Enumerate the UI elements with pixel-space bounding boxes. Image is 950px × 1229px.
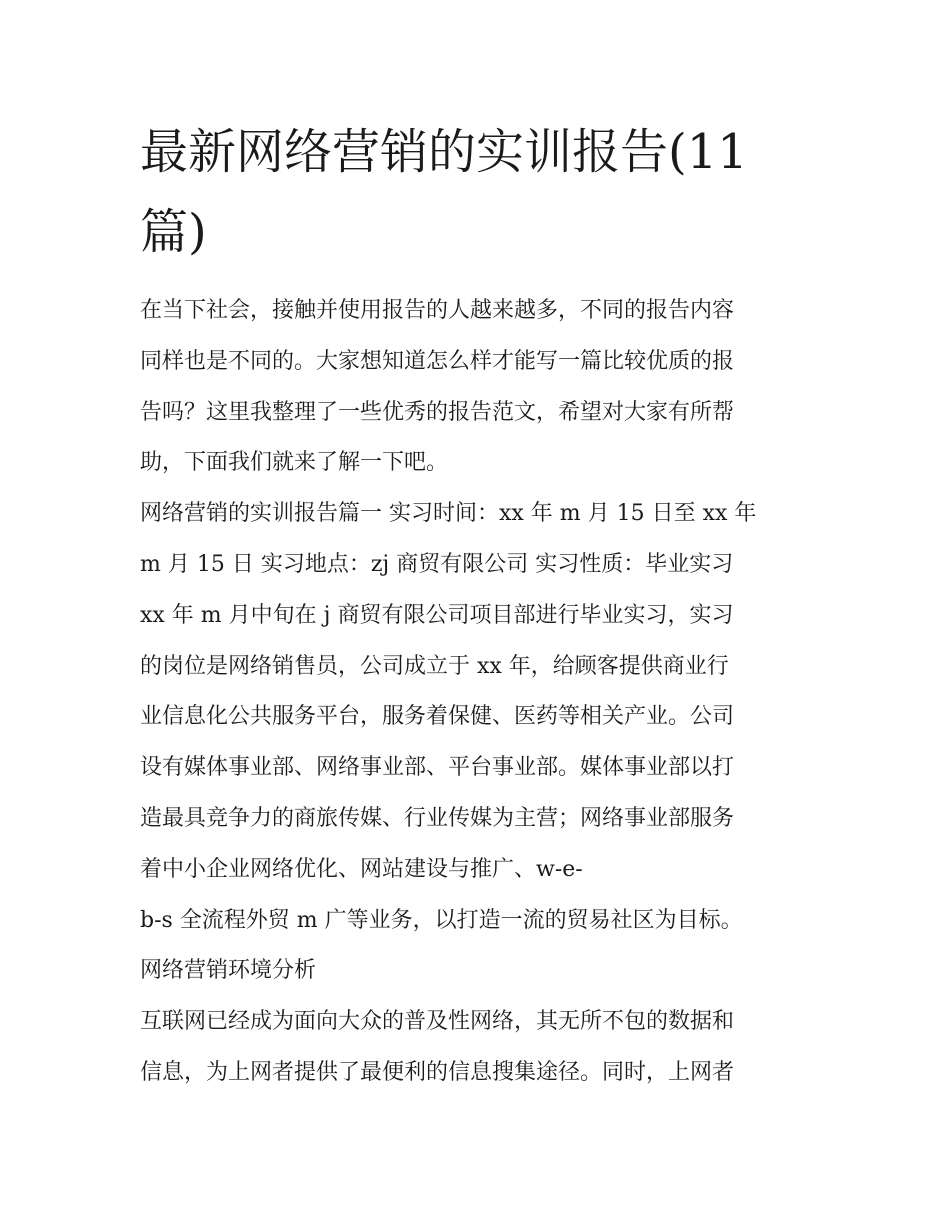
text-line: b-s 全流程外贸 m 广等业务，以打造一流的贸易社区为目标。 [140,907,743,933]
document-page [140,112,830,1099]
text-line: 着中小企业网络优化、网站建设与推广、w-e- [140,856,583,882]
text-line: 网络营销的实训报告篇一 实习时间：xx 年 m 月 15 日至 xx 年 [140,501,757,527]
text-line: 同样也是不同的。大家想知道怎么样才能写一篇比较优质的报 [140,348,735,374]
document-title [140,112,830,272]
title-line-2: 篇) [140,204,207,260]
text-line: 的岗位是网络销售员，公司成立于 xx 年，给顾客提供商业行 [140,653,729,679]
title-line-1: 最新网络营销的实训报告(11 [140,124,748,180]
analysis-paragraph [140,997,830,1099]
intro-paragraph [140,286,830,489]
text-line: 网络营销环境分析 [140,958,317,984]
text-line: 互联网已经成为面向大众的普及性网络，其无所不包的数据和 [140,1009,735,1035]
text-line: 设有媒体事业部、网络事业部、平台事业部。媒体事业部以打 [140,755,735,781]
text-line: 信息，为上网者提供了最便利的信息搜集途径。同时，上网者 [140,1059,735,1085]
text-line: 造最具竞争力的商旅传媒、行业传媒为主营；网络事业部服务 [140,805,735,831]
section-heading [140,946,830,997]
text-line: 助，下面我们就来了解一下吧。 [140,450,449,476]
text-line: 告吗？这里我整理了一些优秀的报告范文，希望对大家有所帮 [140,399,735,425]
section-one-paragraph [140,489,830,946]
text-line: 业信息化公共服务平台，服务着保健、医药等相关产业。公司 [140,704,735,730]
text-line: m 月 15 日 实习地点：zj 商贸有限公司 实习性质：毕业实习 [140,551,734,577]
text-line: xx 年 m 月中旬在 j 商贸有限公司项目部进行毕业实习，实习 [140,602,734,628]
text-line: 在当下社会，接触并使用报告的人越来越多，不同的报告内容 [140,298,735,323]
